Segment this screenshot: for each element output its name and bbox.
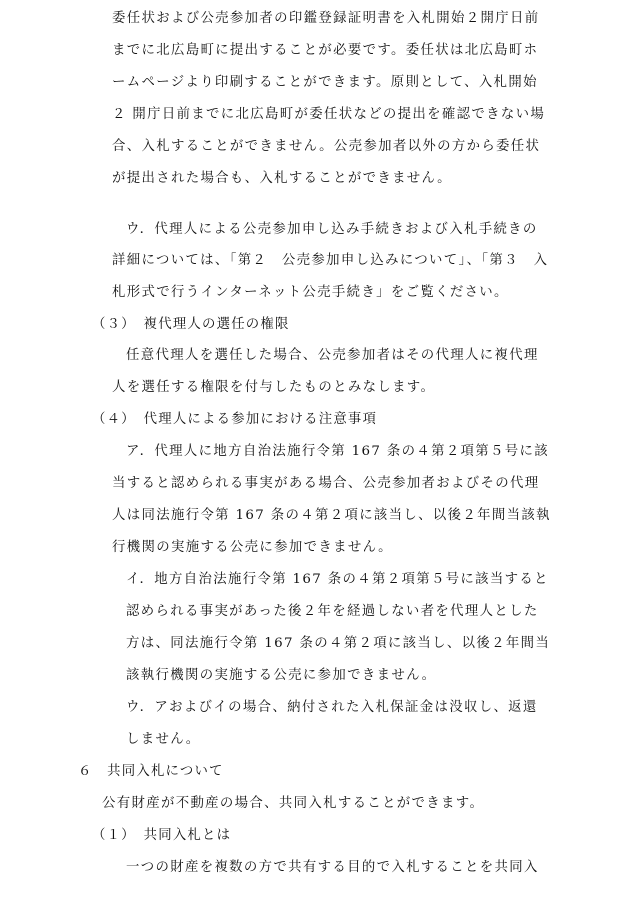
list-item-line: 当すると認められる事実がある場合、公売参加者およびその代理 xyxy=(112,476,540,491)
list-item-line: 方は、同法施行令第 167 条の４第２項に該当し、以後２年間当 xyxy=(126,636,551,651)
list-item-line: 認められる事実があった後２年を経過しない者を代理人とした xyxy=(126,604,539,619)
list-item-line: 該執行機関の実施する公売に参加できません。 xyxy=(126,668,437,683)
paragraph-line: 一つの財産を複数の方で共有する目的で入札することを共同入 xyxy=(126,860,539,875)
list-item-line: 人は同法施行令第 167 条の４第２項に該当し、以後２年間当該執 xyxy=(112,508,551,523)
paragraph-line: までに北広島町に提出することが必要です。委任状は北広島町ホ xyxy=(112,43,539,58)
list-item-line: イ．地方自治法施行令第 167 条の４第２項第５号に該当すると xyxy=(126,572,549,587)
list-item-line: 行機関の実施する公売に参加できません。 xyxy=(112,540,393,555)
list-item-line: ウ．代理人による公売参加申し込み手続きおよび入札手続きの xyxy=(126,222,538,237)
paragraph-line: ームページより印刷することができます。原則として、入札開始 xyxy=(112,75,538,90)
paragraph-line: 委任状および公売参加者の印鑑登録証明書を入札開始２開庁日前 xyxy=(112,11,540,26)
section-heading: （１） 共同入札とは xyxy=(92,828,232,843)
list-item-line: ア．代理人に地方自治法施行令第 167 条の４第２項第５号に該 xyxy=(126,444,550,459)
list-item-line: ウ．アおよびイの場合、納付された入札保証金は没収し、返還 xyxy=(126,700,538,715)
paragraph-line: 任意代理人を選任した場合、公売参加者はその代理人に複代理 xyxy=(126,348,539,363)
paragraph-line: が提出された場合も、入札することができません。 xyxy=(112,171,452,186)
paragraph-line: ２ 開庁日前までに北広島町が委任状などの提出を確認できない場 xyxy=(112,107,546,122)
paragraph-line: 人を選任する権限を付与したものとみなします。 xyxy=(112,380,436,395)
chapter-heading: ６ 共同入札について xyxy=(78,764,224,779)
section-heading: （４） 代理人による参加における注意事項 xyxy=(92,412,378,427)
section-heading: （３） 複代理人の選任の権限 xyxy=(92,317,290,332)
paragraph-line: 公有財産が不動産の場合、共同入札することができます。 xyxy=(102,796,485,811)
paragraph-line: 合、入札することができません。公売参加者以外の方から委任状 xyxy=(112,139,541,154)
list-item-line: 札形式で行うインターネット公売手続き」をご覧ください。 xyxy=(112,285,509,300)
list-item-line: 詳細については、「第２ 公売参加申し込みについて」、「第３ 入 xyxy=(112,253,549,268)
list-item-line: しません。 xyxy=(126,732,201,747)
